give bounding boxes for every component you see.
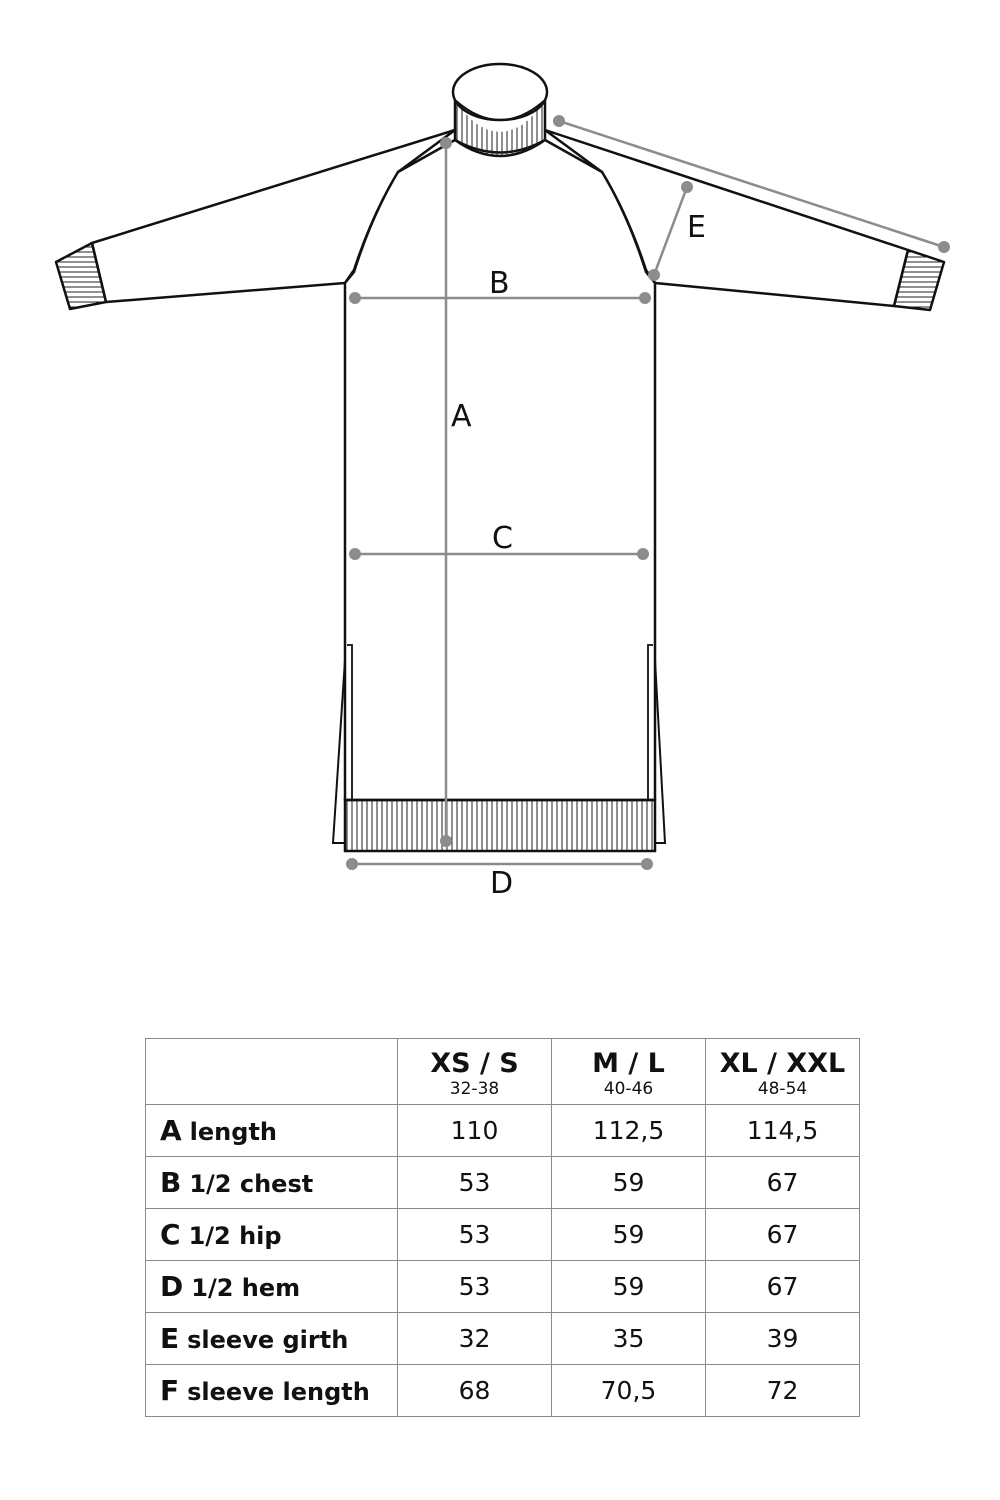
value-cell: 70,5 bbox=[552, 1365, 706, 1417]
measurement-label-cell bbox=[146, 1105, 398, 1157]
value-cell: 68 bbox=[398, 1365, 552, 1417]
measurement-name: 1/2 hem bbox=[191, 1274, 301, 1302]
value-cell: 59 bbox=[552, 1209, 706, 1261]
size-name: M / L bbox=[592, 1047, 665, 1079]
value-cell: 72 bbox=[706, 1365, 860, 1417]
label-e: E bbox=[687, 210, 706, 245]
table-row bbox=[146, 1209, 860, 1261]
measurement-label-cell bbox=[146, 1209, 398, 1261]
value-cell: 114,5 bbox=[706, 1105, 860, 1157]
value-cell: 67 bbox=[706, 1261, 860, 1313]
measurement-label-cell bbox=[146, 1365, 398, 1417]
value-cell: 53 bbox=[398, 1261, 552, 1313]
size-chart-table bbox=[145, 1038, 860, 1417]
value-cell: 67 bbox=[706, 1209, 860, 1261]
size-range: 40-46 bbox=[603, 1078, 654, 1099]
table-row bbox=[146, 1313, 860, 1365]
measurement-letter: A bbox=[160, 1114, 182, 1147]
table-row bbox=[146, 1365, 860, 1417]
size-header-xs-s bbox=[398, 1039, 552, 1105]
table-row bbox=[146, 1157, 860, 1209]
measurement-letter: D bbox=[160, 1270, 184, 1303]
measurement-letter: F bbox=[160, 1374, 180, 1407]
table-row bbox=[146, 1261, 860, 1313]
header-empty-cell bbox=[146, 1039, 398, 1105]
size-name: XS / S bbox=[430, 1047, 519, 1079]
measurement-name: 1/2 hip bbox=[188, 1222, 282, 1250]
measurement-letter: C bbox=[160, 1218, 181, 1251]
measurement-name: length bbox=[189, 1118, 277, 1146]
label-a: A bbox=[451, 399, 472, 434]
value-cell: 59 bbox=[552, 1157, 706, 1209]
garment-body bbox=[333, 140, 665, 851]
size-header-m-l bbox=[552, 1039, 706, 1105]
measurement-name: 1/2 chest bbox=[189, 1170, 314, 1198]
value-cell: 39 bbox=[706, 1313, 860, 1365]
size-header-xl-xxl bbox=[706, 1039, 860, 1105]
value-cell: 53 bbox=[398, 1209, 552, 1261]
measurement-label-cell bbox=[146, 1261, 398, 1313]
size-range: 32-38 bbox=[449, 1078, 500, 1099]
measurement-letter: E bbox=[160, 1322, 180, 1355]
measurement-name: sleeve girth bbox=[187, 1326, 349, 1354]
turtleneck-collar bbox=[453, 64, 547, 156]
size-name: XL / XXL bbox=[719, 1047, 846, 1079]
value-cell: 35 bbox=[552, 1313, 706, 1365]
value-cell: 112,5 bbox=[552, 1105, 706, 1157]
label-b: B bbox=[489, 266, 510, 301]
value-cell: 59 bbox=[552, 1261, 706, 1313]
value-cell: 67 bbox=[706, 1157, 860, 1209]
value-cell: 110 bbox=[398, 1105, 552, 1157]
measurement-label-cell bbox=[146, 1157, 398, 1209]
size-range: 48-54 bbox=[757, 1078, 808, 1099]
measurement-letter: B bbox=[160, 1166, 182, 1199]
label-d: D bbox=[490, 866, 514, 901]
value-cell: 53 bbox=[398, 1157, 552, 1209]
measurement-name: sleeve length bbox=[187, 1378, 370, 1406]
size-header-row bbox=[146, 1039, 860, 1105]
label-c: C bbox=[492, 521, 513, 556]
measurement-label-cell bbox=[146, 1313, 398, 1365]
value-cell: 32 bbox=[398, 1313, 552, 1365]
table-row bbox=[146, 1105, 860, 1157]
